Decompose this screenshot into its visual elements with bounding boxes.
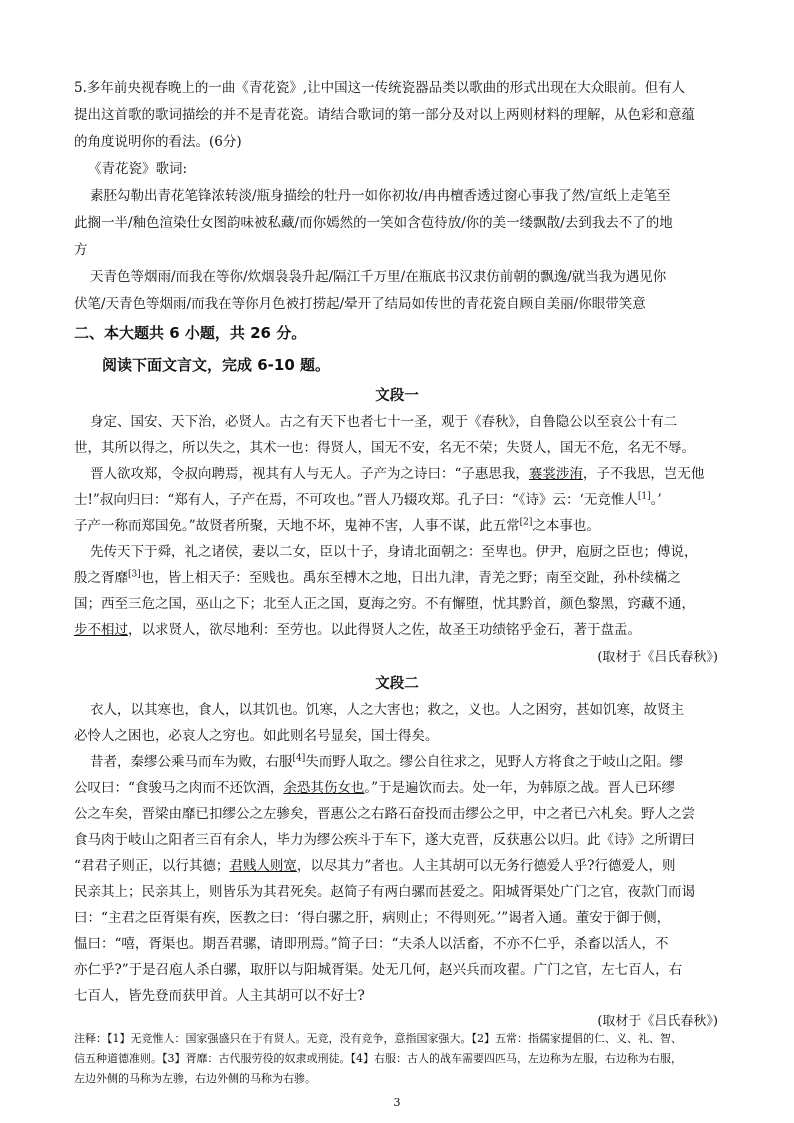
page-number: 3 — [393, 1096, 401, 1109]
passage-2-line-8: 民亲其上；民亲其上，则皆乐为其君死矣。赵简子有两白骡而甚爱之。阳城胥渠处广门之官，夜款门而谒 — [74, 884, 695, 900]
footnote-line-2: 信五种道德准则。【3】胥靡：古代服劳役的奴隶或刑徒。【4】右服：古人的战车需要四匹马，左边称为左服，右边称为右服， — [74, 1052, 682, 1065]
footnote-line-3: 左边外侧的马称为左骖，右边外侧的马称为右骖。 — [74, 1072, 316, 1085]
passage-2-line-12: 七百人，皆先登而获甲首。人主其胡可以不好士? — [74, 988, 365, 1004]
passage-1-line-4: 士!”叔向归曰：“郑有人，子产在焉，不可攻也。”晋人乃辍攻郑。孔子曰：“《诗》云：‘无竞惟人[1]。’ — [74, 491, 662, 508]
passage-2-title: 文段二 — [375, 676, 419, 692]
passage-1-line-7: 殷之胥靡[3]也，皆上相天子：至贱也。禹东至榑木之地，日出九津，青羌之野；南至交趾，孙朴续樠之 — [74, 569, 681, 586]
note-ref-1: [1] — [637, 491, 651, 502]
passage-2-line-11: 亦仁乎?”于是召庖人杀白骡，取肝以与阳城胥渠。处无几何，赵兴兵而攻翟。广门之官，左七百人，右 — [74, 962, 683, 978]
passage-2-line-7: “君君子则正，以行其德；君贱人则宽，以尽其力”者也。人主其胡可以无务行德爱人乎?行德爱人，则 — [74, 858, 676, 874]
passage-1-title: 文段一 — [375, 388, 419, 404]
passage-2-line-6: 食马肉于岐山之阳者三百有余人，毕力为缪公疾斗于车下，遂大克晋，反获惠公以归。此《诗》之所谓曰 — [74, 832, 695, 848]
underlined-phrase-2: 步不相过 — [74, 622, 128, 638]
section-instruction: 阅读下面文言文，完成 6-10 题。 — [102, 356, 330, 374]
passage-2-line-2: 必怜人之困也，必哀人之穷也。如此则名号显矣，国士得矣。 — [74, 728, 439, 744]
passage-1-source: (取材于《吕氏春秋》) — [597, 650, 718, 665]
lyrics-p2-line-2: 伏笔/天青色等烟雨/而我在等你月色被打捞起/晕开了结局如传世的青花瓷自顾自美丽/你眼带笑意 — [74, 296, 646, 312]
lyrics-p1-line-2: 此搁一半/釉色渲染仕女图韵味被私藏/而你嫣然的一笑如含苞待放/你的美一缕飘散/去到我去不了的地 — [74, 215, 673, 231]
passage-1-line-1: 身定、国安、天下治，必贤人。古之有天下也者七十一圣，观于《春秋》，自鲁隐公以至哀公十有二 — [90, 414, 678, 430]
lyrics-p2-line-1: 天青色等烟雨/而我在等你/炊烟袅袅升起/隔江千万里/在瓶底书汉隶仿前朝的飘逸/就当我为遇见你 — [90, 269, 667, 285]
passage-1-line-8: 国；西至三危之国，巫山之下；北至人正之国，夏海之穷。不有懈堕，忧其黔首，颜色黎黑，窍藏不通， — [74, 596, 695, 612]
passage-1-line-9: 步不相过，以求贤人，欲尽地利：至劳也。以此得贤人之佐，故圣王功绩铭乎金石，著于盘盂。 — [74, 622, 641, 638]
underlined-phrase-1: 褰裳涉洧 — [528, 466, 583, 482]
passage-2-line-3: 昔者，秦缪公乘马而车为败，右服[4]失而野人取之。缪公自往求之，见野人方将食之于岐山之阳。缪 — [90, 753, 684, 770]
passage-2-source: (取材于《吕氏春秋》) — [597, 1014, 718, 1029]
passage-2-line-9: 曰：“主君之臣胥渠有疾，医教之曰：‘得白骡之肝，病则止；不得则死。’”谒者入通。董安于御于侧， — [74, 910, 671, 926]
underlined-phrase-4: 君贱人则宽 — [229, 858, 297, 874]
q5-line-2: 提出这首歌的歌词描绘的并不是青花瓷。请结合歌词的第一部分及对以上两则材料的理解，从色彩和意蕴 — [74, 107, 695, 123]
note-ref-2: [2] — [519, 517, 533, 528]
lyrics-p1-line-1: 素胚勾勒出青花笔锋浓转淡/瓶身描绘的牡丹一如你初妆/冉冉檀香透过窗心事我了然/宣纸上走笔至 — [90, 188, 671, 204]
note-ref-3: [3] — [128, 569, 141, 580]
q5-line-3: 的角度说明你的看法。(6分) — [74, 134, 242, 150]
passage-2-line-4: 公叹曰：“食骏马之肉而不还饮酒，余恐其伤女也。”于是遍饮而去。处一年，为韩原之战。晋人已环缪 — [74, 780, 676, 796]
passage-1-line-3: 晋人欲攻郑，令叔向聘焉，视其有人与无人。子产为之诗曰：“子惠思我，褰裳涉洧，子不我思，岂无他 — [90, 466, 705, 482]
q5-line-1: 5.多年前央视春晚上的一曲《青花瓷》,让中国这一传统瓷器品类以歌曲的形式出现在大众眼前。但有人 — [74, 80, 686, 96]
underlined-phrase-3: 余恐其伤女也 — [283, 780, 365, 796]
passage-1-line-2: 世，其所以得之，所以失之，其术一也：得贤人，国无不安，名无不荣；失贤人，国无不危，名无不辱。 — [74, 440, 695, 456]
passage-2-line-10: 愠曰：“嘻，胥渠也。期吾君骡，请即刑焉。”简子曰：“夫杀人以活畜，不亦不仁乎，杀畜以活人，不 — [74, 936, 669, 952]
passage-1-line-6: 先传天下于舜，礼之诸侯，妻以二女，臣以十子，身请北面朝之：至卑也。伊尹，庖厨之臣也；傅说， — [90, 544, 698, 560]
passage-1-line-5: 子产一称而郑国免。”故贤者所聚，天地不坏，鬼神不害，人事不谋，此五常[2]之本事也。 — [74, 517, 600, 534]
footnote-line-1: 注释：【1】无竞惟人：国家强盛只在于有贤人。无竞，没有竞争，意指国家强大。【2】五常：指儒家提倡的仁、义、礼、智、 — [74, 1032, 682, 1045]
lyrics-title: 《青花瓷》歌词: — [88, 161, 188, 177]
lyrics-p1-line-3: 方 — [74, 242, 88, 258]
section-heading: 二、本大题共 6 小题，共 26 分。 — [74, 324, 307, 342]
passage-2-line-5: 公之车矣，晋梁由靡已扣缪公之左骖矣，晋惠公之右路石奋投而击缪公之甲，中之者已六札矣。野人之尝 — [74, 806, 695, 822]
note-ref-4: [4] — [292, 753, 306, 764]
passage-2-line-1: 衣人，以其寒也，食人，以其饥也。饥寒，人之大害也；救之，义也。人之困穷，甚如饥寒，故贤主 — [90, 702, 684, 718]
